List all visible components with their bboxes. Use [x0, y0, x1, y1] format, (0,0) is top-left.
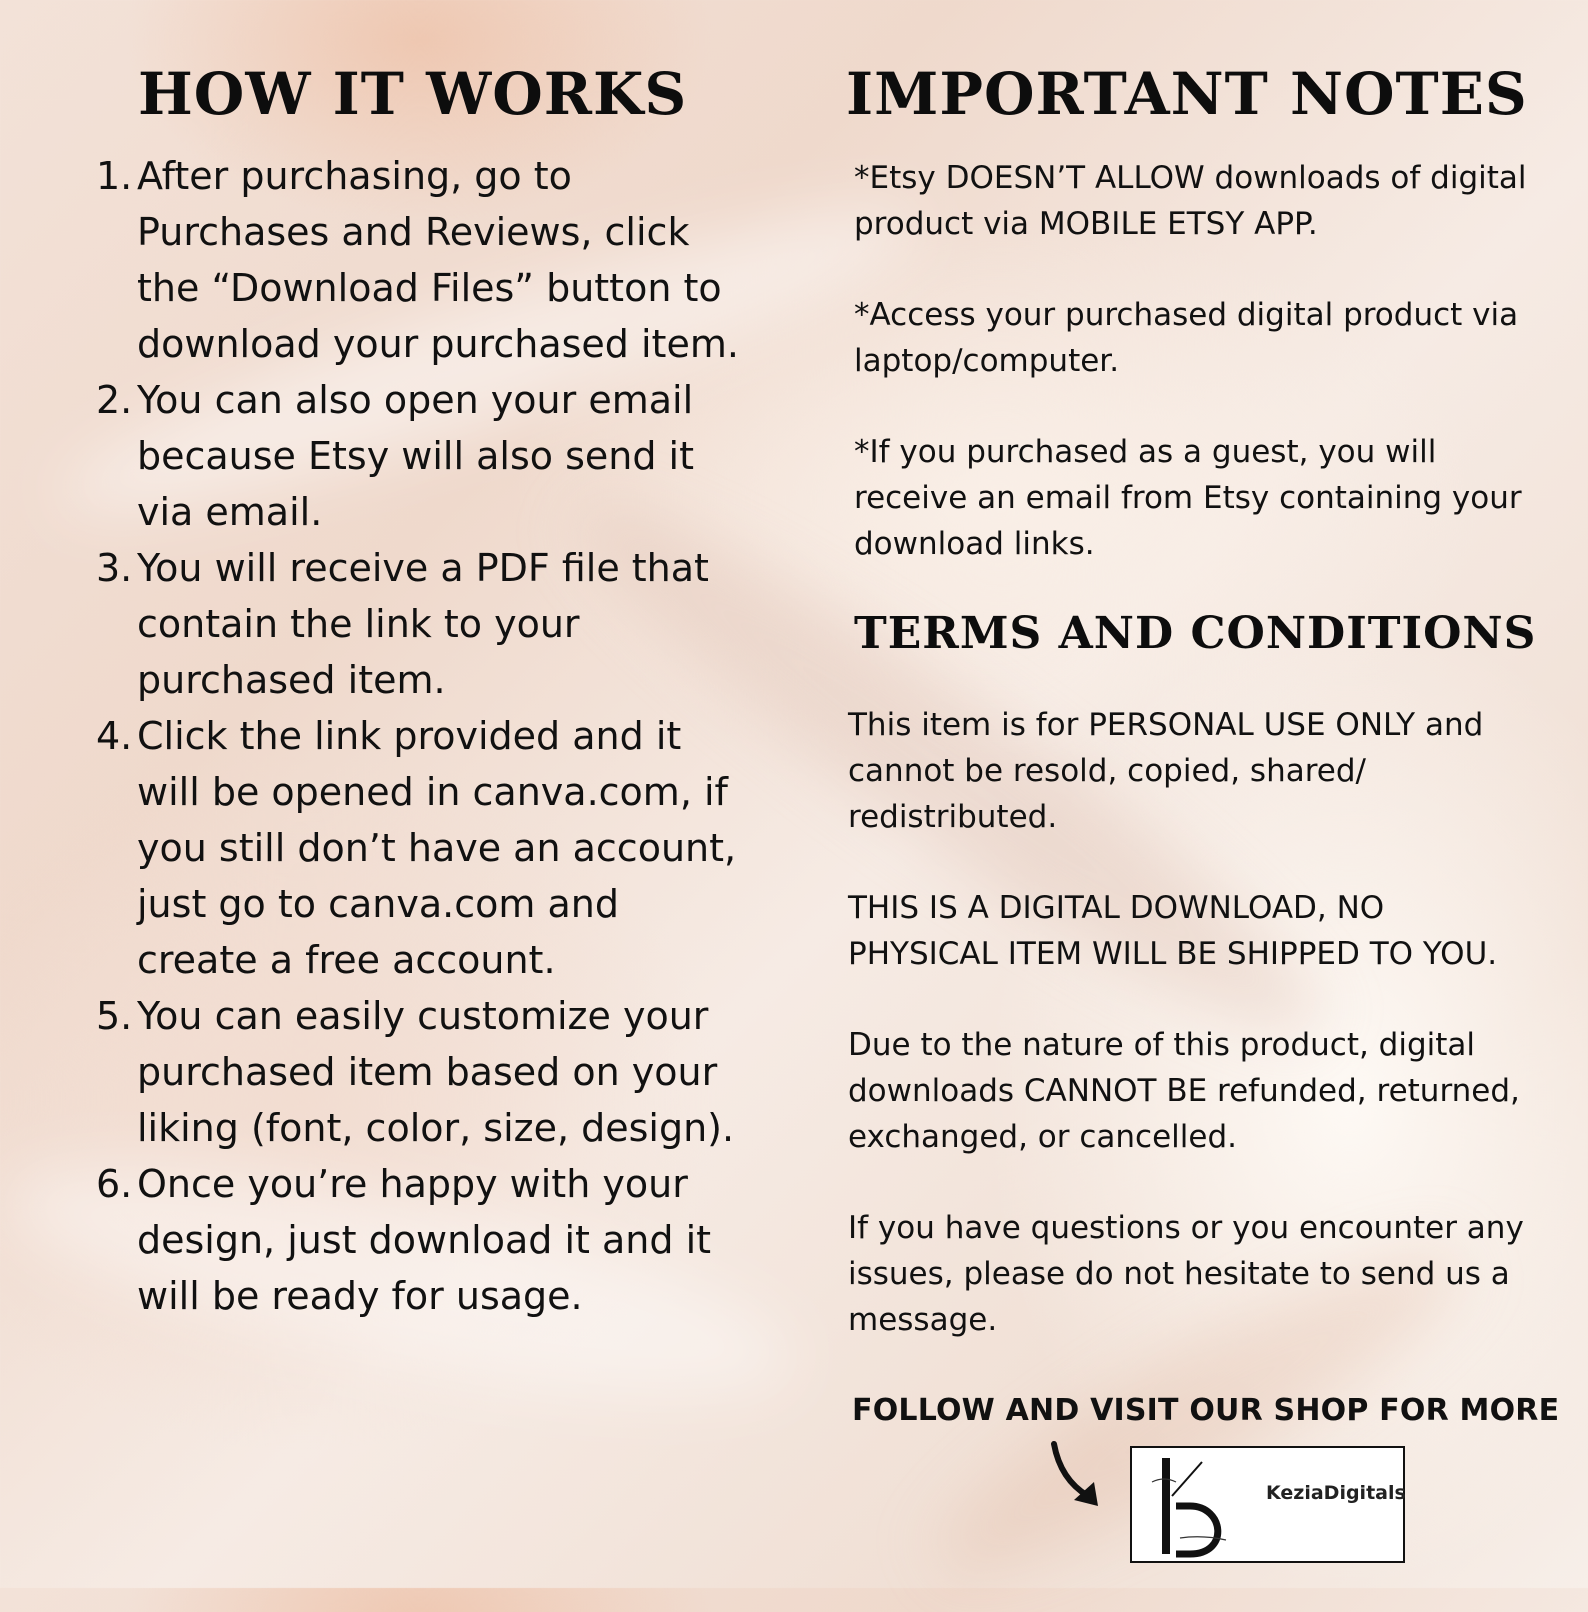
term-item: Due to the nature of this product, digital downloads CANNOT BE refunded, returned, exchanged, or cancelled. [848, 1027, 1520, 1155]
note-item: *Access your purchased digital product via laptop/computer. [854, 297, 1519, 379]
term-item: If you have questions or you encounter any issues, please do not hesitate to send us a message. [848, 1210, 1524, 1338]
step-text: You will receive a PDF file that contain the link to your purchased item. [137, 546, 709, 702]
arrow-down-right-icon [1048, 1440, 1106, 1510]
shop-name: KeziaDigitals [1266, 1482, 1406, 1504]
step-text: You can easily customize your purchased item based on your liking (font, color, size, design). [137, 994, 735, 1150]
step-number: 5. [96, 994, 133, 1038]
step-item [96, 1156, 746, 1324]
terms-title: TERMS AND CONDITIONS [854, 608, 1537, 659]
step-item [96, 372, 746, 540]
how-it-works-title: HOW IT WORKS [138, 60, 688, 128]
follow-shop-text: FOLLOW AND VISIT OUR SHOP FOR MORE [852, 1393, 1560, 1428]
step-text: After purchasing, go to Purchases and Reviews, click the “Download Files” button to download your purchased item. [137, 154, 739, 366]
step-item [96, 708, 746, 988]
step-number: 4. [96, 714, 133, 758]
shop-card[interactable] [1130, 1446, 1405, 1563]
step-number: 6. [96, 1162, 133, 1206]
step-item [96, 148, 746, 372]
step-item [96, 988, 746, 1156]
important-notes-list [854, 155, 1534, 612]
note-item: *If you purchased as a guest, you will receive an email from Etsy containing your download links. [854, 434, 1522, 562]
term-item: THIS IS A DIGITAL DOWNLOAD, NO PHYSICAL ITEM WILL BE SHIPPED TO YOU. [848, 890, 1498, 972]
terms-list [848, 702, 1538, 1388]
kd-monogram-logo [1150, 1452, 1240, 1560]
step-text: Click the link provided and it will be opened in canva.com, if you still don’t have an account, just go to canva.com and create a free account. [137, 714, 737, 982]
note-item: *Etsy DOESN’T ALLOW downloads of digital product via MOBILE ETSY APP. [854, 160, 1527, 242]
step-item [96, 540, 746, 708]
term-item: This item is for PERSONAL USE ONLY and cannot be resold, copied, shared/ redistributed. [848, 707, 1484, 835]
step-number: 3. [96, 546, 133, 590]
important-notes-title: IMPORTANT NOTES [846, 60, 1528, 128]
step-text: You can also open your email because Etsy will also send it via email. [137, 378, 695, 534]
step-number: 1. [96, 154, 133, 198]
step-number: 2. [96, 378, 133, 422]
step-text: Once you’re happy with your design, just download it and it will be ready for usage. [137, 1162, 712, 1318]
how-it-works-steps [96, 148, 746, 1324]
